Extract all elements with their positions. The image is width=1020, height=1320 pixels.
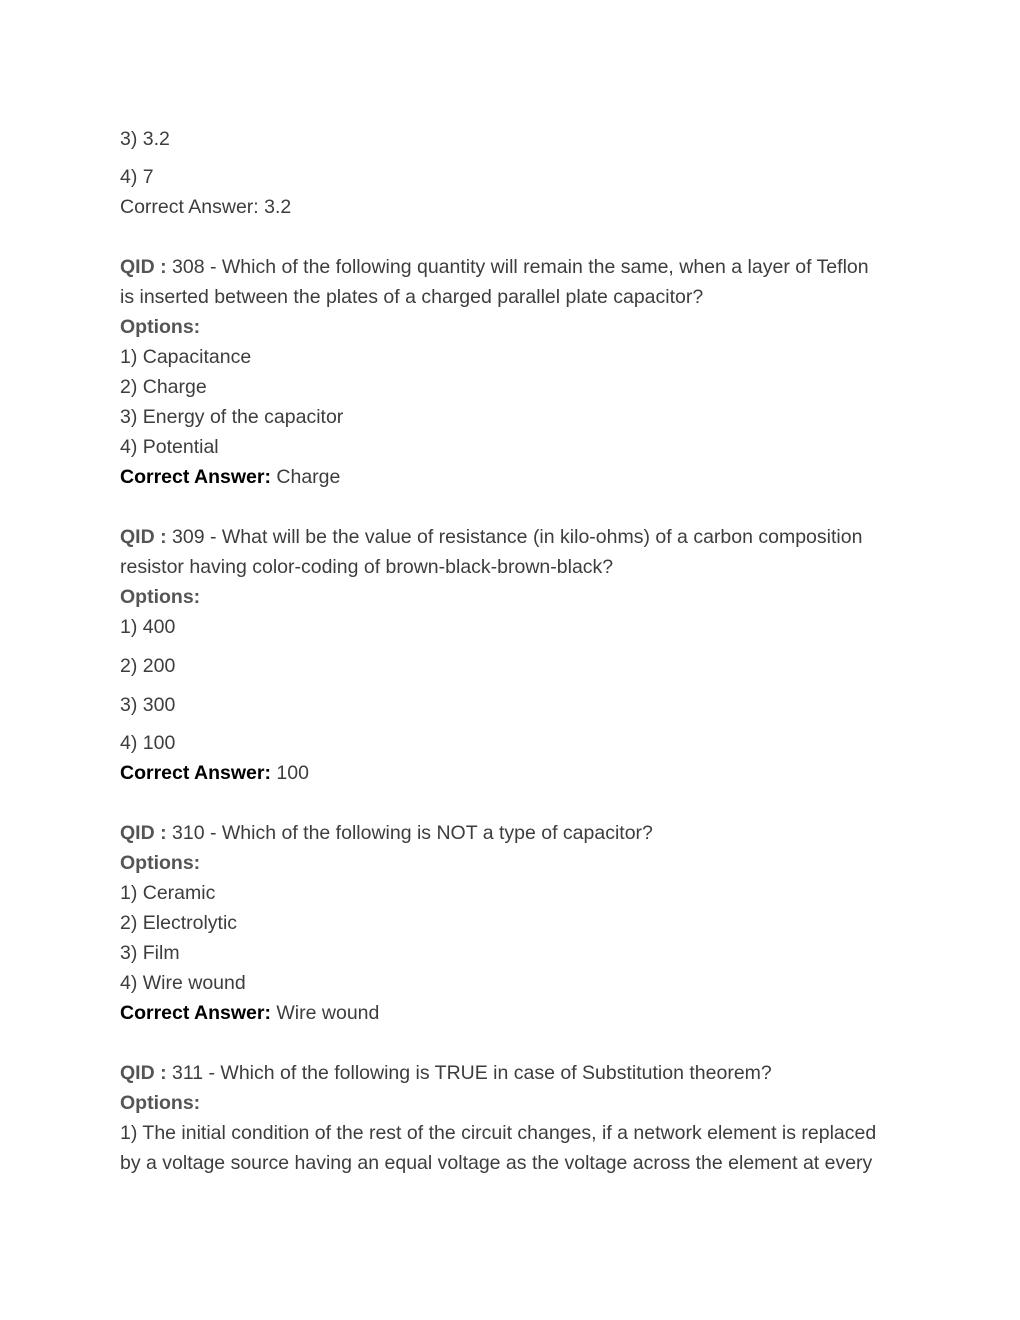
question-text bbox=[120, 525, 862, 549]
qid-label: QID : bbox=[120, 526, 167, 548]
answer-label: Correct Answer: bbox=[120, 762, 271, 784]
option-item: 2) Electrolytic bbox=[120, 912, 238, 934]
answer-value: 100 bbox=[270, 762, 309, 784]
question-text-line: 308 - Which of the following quantity will remain the same, when a layer of Teflon bbox=[166, 256, 869, 278]
question-text-line: 309 - What will be the value of resistance (in kilo-ohms) of a carbon composition bbox=[166, 526, 863, 548]
correct-answer bbox=[120, 761, 309, 785]
option-item: 4) 100 bbox=[120, 732, 176, 754]
correct-answer: Correct Answer: 3.2 bbox=[120, 196, 292, 218]
question-text-line: 310 - Which of the following is NOT a type of capacitor? bbox=[166, 822, 653, 844]
option-item: 4) Potential bbox=[120, 436, 219, 458]
option-item: 1) Ceramic bbox=[120, 882, 216, 904]
options-label: Options: bbox=[120, 1092, 201, 1114]
option-item: 2) Charge bbox=[120, 376, 207, 398]
option-item: 3) 300 bbox=[120, 694, 176, 716]
option-item: 1) 400 bbox=[120, 616, 176, 638]
option-item: 2) 200 bbox=[120, 655, 176, 677]
options-label: Options: bbox=[120, 852, 201, 874]
question-text bbox=[120, 1061, 772, 1085]
option-item: 3) Energy of the capacitor bbox=[120, 406, 344, 428]
correct-answer bbox=[120, 465, 340, 489]
answer-label: Correct Answer: bbox=[120, 466, 271, 488]
option-item: 3) Film bbox=[120, 942, 180, 964]
question-text bbox=[120, 255, 869, 279]
options-label: Options: bbox=[120, 316, 201, 338]
option-item-continuation: by a voltage source having an equal voltage as the voltage across the element at every bbox=[120, 1152, 873, 1174]
option-item: 1) Capacitance bbox=[120, 346, 252, 368]
answer-label: Correct Answer: bbox=[120, 1002, 271, 1024]
correct-answer bbox=[120, 1001, 379, 1025]
option-item: 4) 7 bbox=[120, 166, 154, 188]
qid-label: QID : bbox=[120, 256, 167, 278]
question-text bbox=[120, 821, 653, 845]
question-text-line: resistor having color-coding of brown-black-brown-black? bbox=[120, 556, 614, 578]
options-label: Options: bbox=[120, 586, 201, 608]
question-text-line: is inserted between the plates of a charged parallel plate capacitor? bbox=[120, 286, 704, 308]
option-item: 3) 3.2 bbox=[120, 128, 170, 150]
qid-label: QID : bbox=[120, 822, 167, 844]
question-text-line: 311 - Which of the following is TRUE in case of Substitution theorem? bbox=[166, 1062, 772, 1084]
qid-label: QID : bbox=[120, 1062, 167, 1084]
answer-value: Charge bbox=[270, 466, 341, 488]
option-item: 1) The initial condition of the rest of the circuit changes, if a network element is replaced bbox=[120, 1122, 877, 1144]
option-item: 4) Wire wound bbox=[120, 972, 246, 994]
answer-value: Wire wound bbox=[270, 1002, 380, 1024]
